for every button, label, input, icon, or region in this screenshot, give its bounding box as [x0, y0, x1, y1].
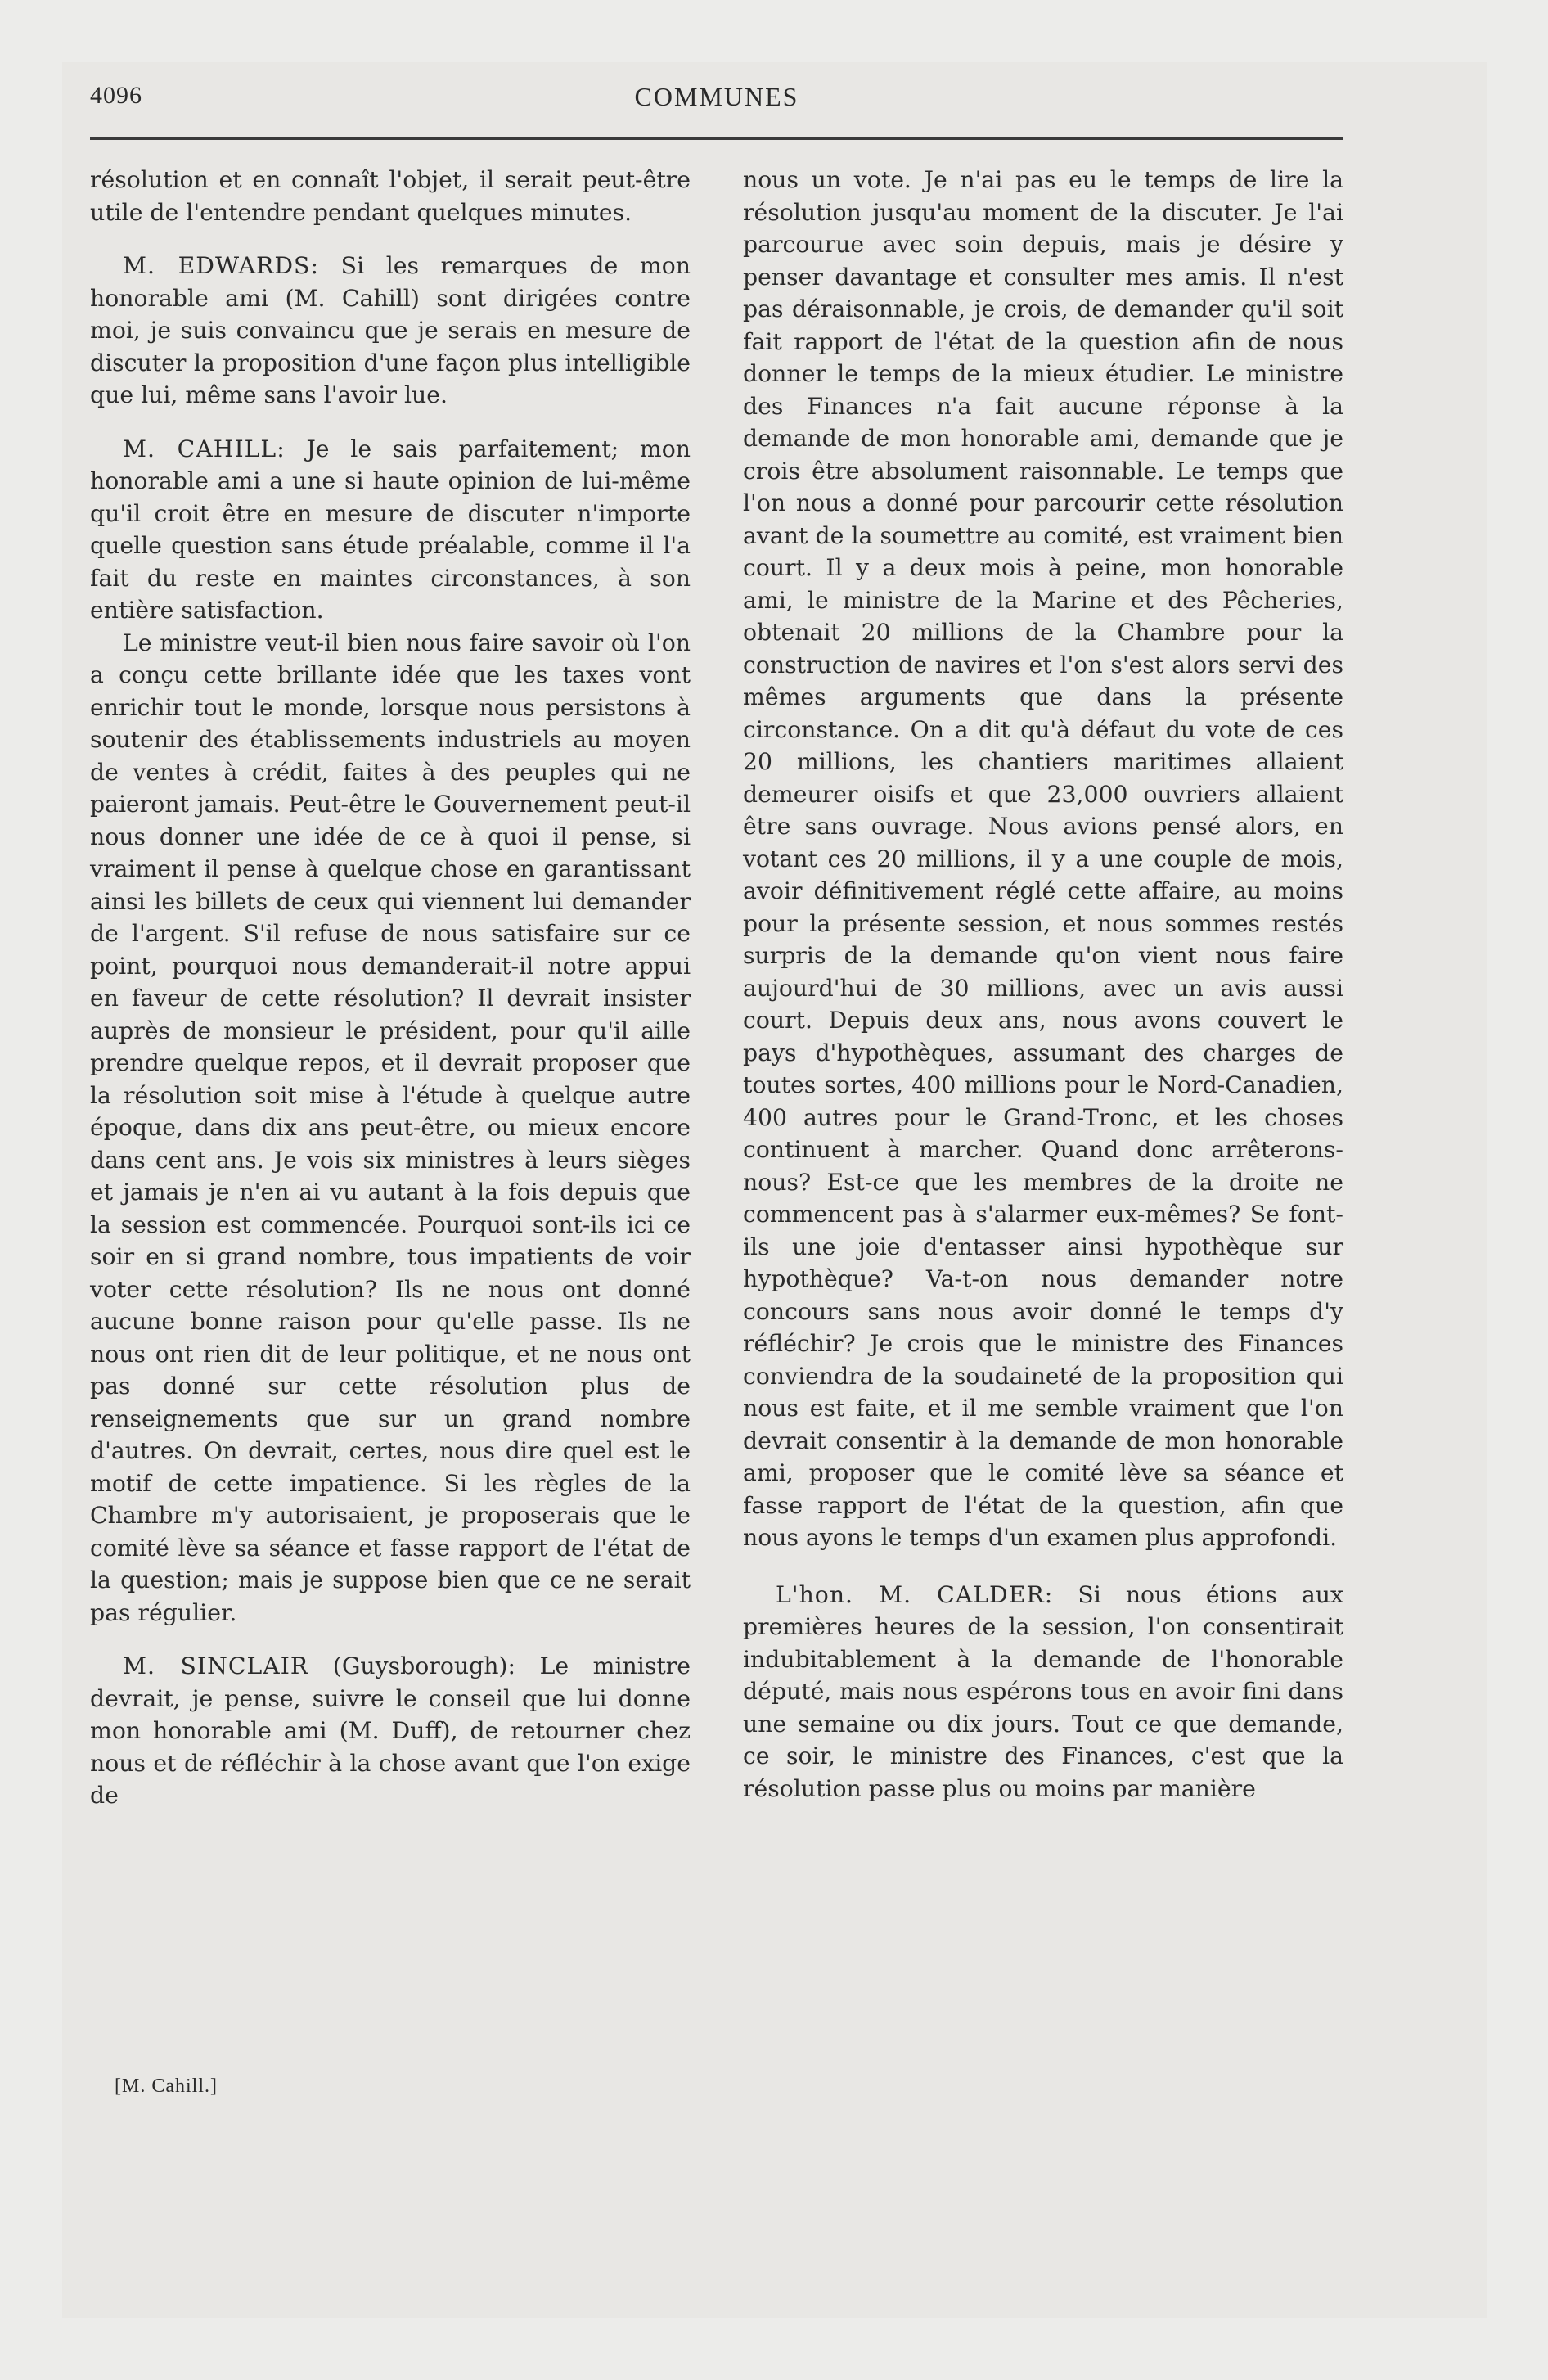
header-rule	[90, 137, 1343, 140]
speaker-name: M. CAHILL:	[123, 435, 286, 462]
speech-paragraph	[90, 433, 691, 627]
paragraph	[743, 164, 1343, 1554]
page-number: 4096	[90, 82, 142, 109]
paragraph-text: Le ministre veut-il bien nous faire savoir où l'on a conçu cette brillante idée que les taxes vont enrichir tout le monde, lorsque nous persistons à soutenir des établissements industriels au moyen de ventes à crédit, faites à des peuples qui ne paieront jamais. Peut-être le Gouvernement peut-il nous donner une idée de ce à quoi il pense, si vraiment il pense à quelque chose en garantissant ainsi les billets de ceux qui viennent lui demander de l'argent. S'il refuse de nous satisfaire sur ce point, pourquoi nous demanderait-il notre appui en faveur de cette résolution? Il devrait insister auprès de monsieur le président, pour qu'il aille prendre quelque repos, et il devrait proposer que la résolution soit mise à l'étude à quelque autre époque, dans dix ans peut-être, ou mieux encore dans cent ans. Je vois six ministres à leurs sièges et jamais je n'en ai vu autant à la fois depuis que la session est commencée. Pourquoi sont-ils ici ce soir en si grand nombre, tous impatients de voir voter cette résolution? Ils ne nous ont donné aucune bonne raison pour qu'elle passe. Ils ne nous ont rien dit de leur politique, et ne nous ont pas donné sur cette résolution plus de renseignements que sur un grand nombre d'autres. On devrait, certes, nous dire quel est le motif de cette impatience. Si les règles de la Chambre m'y autorisaient, je proposerais que le comité lève sa séance et fasse rapport de l'état de la question; mais je suppose bien que ce ne serait pas régulier.	[90, 629, 691, 1626]
speaker-name: L'hon. M. CALDER:	[776, 1580, 1054, 1608]
paragraph-text: résolution et en connaît l'objet, il serait peut-être utile de l'entendre pendant quelques minutes.	[90, 166, 691, 226]
running-head: COMMUNES	[634, 82, 799, 111]
paragraph	[90, 164, 691, 228]
paragraph-text: nous un vote. Je n'ai pas eu le temps de lire la résolution jusqu'au moment de la discuter. Je l'ai parcourue avec soin depuis, mais je désire y penser davantage et consulter mes amis. Il n'est pas déraisonnable, je crois, de demander qu'il soit fait rapport de l'état de la question afin de nous donner le temps de la mieux étudier. Le ministre des Finances n'a fait aucune réponse à la demande de mon honorable ami, demande que je crois être absolument raisonnable. Le temps que l'on nous a donné pour parcourir cette résolution avant de la soumettre au comité, est vraiment bien court. Il y a deux mois à peine, mon honorable ami, le ministre de la Marine et des Pêcheries, obtenait 20 millions de la Chambre pour la construction de navires et l'on s'est alors servi des mêmes arguments que dans la présente circonstance. On a dit qu'à défaut du vote de ces 20 millions, les chantiers maritimes allaient demeurer oisifs et que 23,000 ouvriers allaient être sans ouvrage. Nous avions pensé alors, en votant ces 20 millions, il y a une couple de mois, avoir définitivement réglé cette affaire, au moins pour la présente session, et nous sommes restés surpris de la demande qu'on vient nous faire aujourd'hui de 30 millions, avec un avis aussi court. Depuis deux ans, nous avons couvert le pays d'hypothèques, assumant des charges de toutes sortes, 400 millions pour le Nord-Canadien, 400 autres pour le Grand-Tronc, et les choses continuent à marcher. Quand donc arrêterons-nous? Est-ce que les membres de la droite ne commencent pas à s'alarmer eux-mêmes? Se font-ils une joie d'entasser ainsi hypothèque sur hypothèque? Va-t-on nous demander notre concours sans nous avoir donné le temps d'y réfléchir? Je crois que le ministre des Finances conviendra de la soudaineté de la proposition qui nous est faite, et il me semble vraiment que l'on devrait consentir à la demande de mon honorable ami, proposer que le comité lève sa séance et fasse rapport de l'état de la question, afin que nous ayons le temps d'un examen plus approfondi.	[743, 166, 1343, 1551]
speech-paragraph	[90, 1650, 691, 1812]
footer-note: [M. Cahill.]	[115, 2076, 218, 2097]
speech-paragraph	[743, 1579, 1343, 1805]
speech-paragraph	[90, 250, 691, 412]
page-header	[90, 82, 1343, 131]
speaker-name: M. SINCLAIR	[123, 1652, 309, 1679]
paragraph-text: Je le sais parfaitement; mon honorable ami a une si haute opinion de lui-même qu'il croit être en mesure de discuter n'importe quelle question sans étude préalable, comme il l'a fait du reste en maintes circonstances, à son entière satisfaction.	[90, 435, 691, 624]
paragraph	[90, 627, 691, 1629]
right-column	[743, 164, 1343, 1805]
left-column	[90, 164, 691, 1812]
speaker-name: M. EDWARDS:	[123, 252, 319, 279]
paragraph-text: Si les remarques de mon honorable ami (M. Cahill) sont dirigées contre moi, je suis convaincu que je serais en mesure de discuter la proposition d'une façon plus intelligible que lui, même sans l'avoir lue.	[90, 252, 691, 408]
paragraph-text: Si nous étions aux premières heures de la session, l'on consentirait indubitablement à la demande de l'honorable député, mais nous espérons tous en avoir fini dans une semaine ou dix jours. Tout ce que demande, ce soir, le ministre des Finances, c'est que la résolution passe plus ou moins par manière	[743, 1580, 1343, 1802]
paragraph-text: (Guysborough): Le ministre devrait, je pense, suivre le conseil que lui donne mon honorable ami (M. Duff), de retourner chez nous et de réfléchir à la chose avant que l'on exige de	[90, 1652, 691, 1809]
